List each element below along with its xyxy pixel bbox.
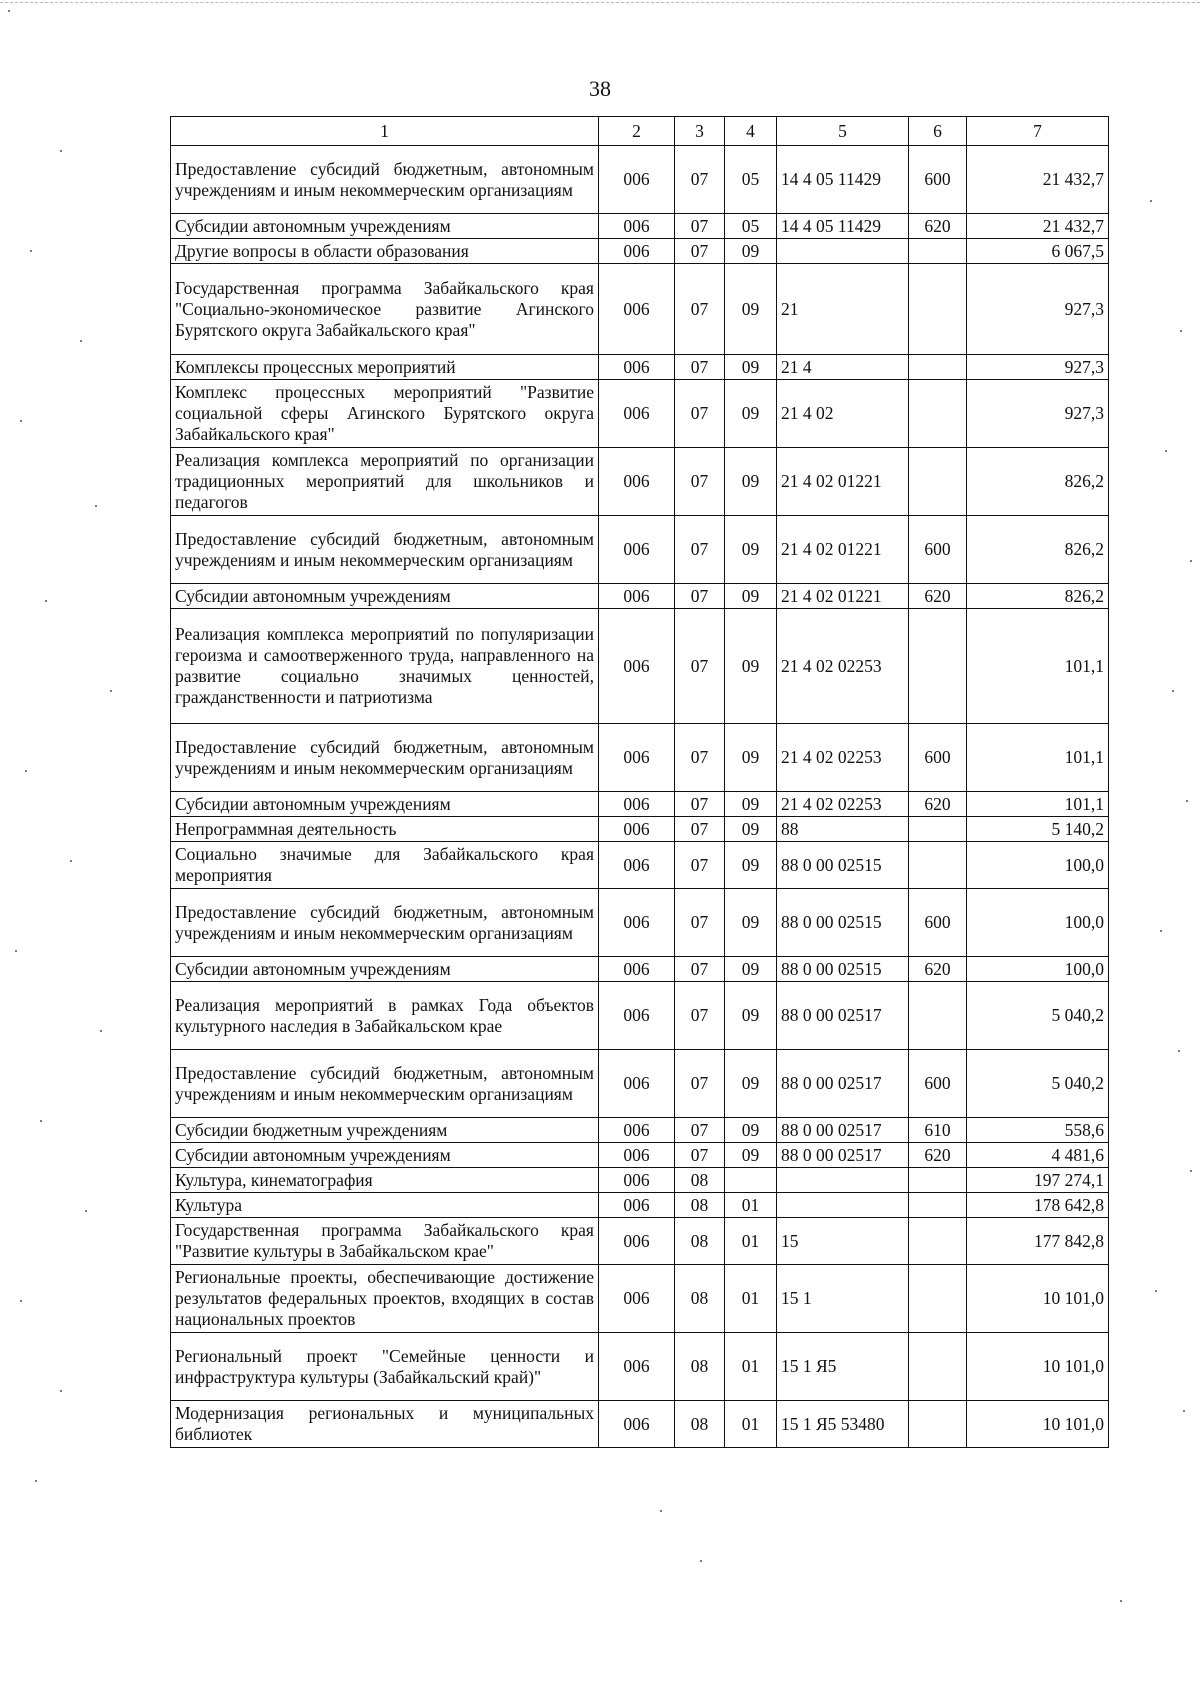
scan-speck [1160, 930, 1162, 932]
column-header: 6 [909, 117, 967, 146]
expense-name-cell: Другие вопросы в области образования [171, 239, 599, 264]
ministry-code-cell: 006 [599, 214, 675, 239]
subsection-code-cell: 05 [725, 146, 777, 214]
target-article-cell: 21 4 02 02253 [777, 724, 909, 792]
scan-speck [1120, 1600, 1122, 1602]
ministry-code-cell: 006 [599, 1401, 675, 1448]
scan-speck [660, 1510, 662, 1512]
table-body [171, 146, 1109, 1448]
section-code-cell: 07 [675, 889, 725, 957]
ministry-code-cell: 006 [599, 448, 675, 516]
section-code-cell: 08 [675, 1401, 725, 1448]
subsection-code-cell: 09 [725, 584, 777, 609]
scan-speck [1172, 690, 1174, 692]
table-row [171, 842, 1109, 889]
ministry-code-cell: 006 [599, 957, 675, 982]
ministry-code-cell: 006 [599, 380, 675, 448]
amount-cell: 4 481,6 [967, 1143, 1109, 1168]
expense-type-cell [909, 1168, 967, 1193]
scan-speck [1150, 200, 1152, 202]
expense-type-cell [909, 1265, 967, 1333]
ministry-code-cell: 006 [599, 817, 675, 842]
table-row [171, 1143, 1109, 1168]
amount-cell: 826,2 [967, 448, 1109, 516]
scan-speck [700, 1560, 702, 1562]
expense-type-cell: 620 [909, 957, 967, 982]
expense-type-cell: 620 [909, 214, 967, 239]
expense-name-cell: Государственная программа Забайкальского края "Развитие культуры в Забайкальском крае" [171, 1218, 599, 1265]
target-article-cell: 88 0 00 02515 [777, 889, 909, 957]
expense-type-cell: 600 [909, 516, 967, 584]
table-row [171, 889, 1109, 957]
subsection-code-cell: 09 [725, 516, 777, 584]
scan-speck [20, 420, 22, 422]
expense-name-cell: Культура, кинематография [171, 1168, 599, 1193]
ministry-code-cell: 006 [599, 516, 675, 584]
budget-table [170, 116, 1109, 1448]
expense-type-cell [909, 982, 967, 1050]
table-row [171, 1218, 1109, 1265]
target-article-cell: 21 4 02 01221 [777, 584, 909, 609]
section-code-cell: 07 [675, 380, 725, 448]
subsection-code-cell: 01 [725, 1193, 777, 1218]
amount-cell: 100,0 [967, 889, 1109, 957]
amount-cell: 100,0 [967, 842, 1109, 889]
column-header: 2 [599, 117, 675, 146]
target-article-cell: 88 0 00 02517 [777, 1118, 909, 1143]
table-row [171, 957, 1109, 982]
expense-type-cell [909, 609, 967, 724]
table-row [171, 146, 1109, 214]
scan-speck [1155, 1290, 1157, 1292]
column-header: 5 [777, 117, 909, 146]
expense-type-cell: 620 [909, 792, 967, 817]
target-article-cell [777, 1193, 909, 1218]
expense-name-cell: Предоставление субсидий бюджетным, автономным учреждениям и иным некоммерческим организациям [171, 516, 599, 584]
target-article-cell: 14 4 05 11429 [777, 214, 909, 239]
scan-speck [1190, 1170, 1192, 1172]
amount-cell: 101,1 [967, 609, 1109, 724]
amount-cell: 927,3 [967, 264, 1109, 355]
amount-cell: 927,3 [967, 380, 1109, 448]
table-row [171, 609, 1109, 724]
amount-cell: 101,1 [967, 724, 1109, 792]
section-code-cell: 07 [675, 609, 725, 724]
ministry-code-cell: 006 [599, 1333, 675, 1401]
subsection-code-cell: 01 [725, 1218, 777, 1265]
table-row [171, 448, 1109, 516]
ministry-code-cell: 006 [599, 584, 675, 609]
expense-type-cell [909, 239, 967, 264]
ministry-code-cell: 006 [599, 1193, 675, 1218]
subsection-code-cell: 09 [725, 889, 777, 957]
scan-speck [1190, 560, 1192, 562]
expense-type-cell [909, 264, 967, 355]
amount-cell: 5 040,2 [967, 1050, 1109, 1118]
scan-speck [15, 950, 17, 952]
target-article-cell: 88 0 00 02515 [777, 957, 909, 982]
section-code-cell: 07 [675, 214, 725, 239]
subsection-code-cell: 09 [725, 355, 777, 380]
ministry-code-cell: 006 [599, 1265, 675, 1333]
table-row [171, 355, 1109, 380]
section-code-cell: 08 [675, 1193, 725, 1218]
amount-cell: 5 040,2 [967, 982, 1109, 1050]
table-row [171, 516, 1109, 584]
subsection-code-cell: 09 [725, 264, 777, 355]
ministry-code-cell: 006 [599, 239, 675, 264]
table-row [171, 1333, 1109, 1401]
expense-type-cell: 620 [909, 1143, 967, 1168]
scan-speck [1180, 330, 1182, 332]
ministry-code-cell: 006 [599, 982, 675, 1050]
ministry-code-cell: 006 [599, 146, 675, 214]
table-header-row [171, 117, 1109, 146]
section-code-cell: 07 [675, 584, 725, 609]
subsection-code-cell: 01 [725, 1401, 777, 1448]
ministry-code-cell: 006 [599, 609, 675, 724]
scan-speck [35, 1480, 37, 1482]
target-article-cell: 21 4 [777, 355, 909, 380]
table-row [171, 1050, 1109, 1118]
amount-cell: 21 432,7 [967, 146, 1109, 214]
scan-speck [45, 600, 47, 602]
expense-type-cell [909, 817, 967, 842]
scan-speck [1183, 1410, 1185, 1412]
ministry-code-cell: 006 [599, 792, 675, 817]
scan-top-edge [0, 2, 1200, 3]
expense-name-cell: Модернизация региональных и муниципальных библиотек [171, 1401, 599, 1448]
target-article-cell: 15 [777, 1218, 909, 1265]
scan-speck [40, 1120, 42, 1122]
amount-cell: 10 101,0 [967, 1265, 1109, 1333]
subsection-code-cell: 09 [725, 380, 777, 448]
scan-speck [95, 505, 97, 507]
scan-speck [1165, 450, 1167, 452]
subsection-code-cell: 09 [725, 239, 777, 264]
section-code-cell: 07 [675, 792, 725, 817]
column-header: 3 [675, 117, 725, 146]
expense-name-cell: Предоставление субсидий бюджетным, автономным учреждениям и иным некоммерческим организациям [171, 146, 599, 214]
target-article-cell: 15 1 [777, 1265, 909, 1333]
target-article-cell: 14 4 05 11429 [777, 146, 909, 214]
subsection-code-cell: 09 [725, 1143, 777, 1168]
section-code-cell: 07 [675, 1118, 725, 1143]
scan-speck [80, 340, 82, 342]
target-article-cell: 21 4 02 02253 [777, 609, 909, 724]
expense-name-cell: Субсидии бюджетным учреждениям [171, 1118, 599, 1143]
expense-name-cell: Социально значимые для Забайкальского края мероприятия [171, 842, 599, 889]
amount-cell: 826,2 [967, 584, 1109, 609]
subsection-code-cell: 09 [725, 1118, 777, 1143]
ministry-code-cell: 006 [599, 1143, 675, 1168]
amount-cell: 10 101,0 [967, 1401, 1109, 1448]
expense-name-cell: Государственная программа Забайкальского края "Социально-экономическое развитие Агинского Бурятского округа Забайкальского края" [171, 264, 599, 355]
expense-type-cell: 600 [909, 146, 967, 214]
subsection-code-cell: 05 [725, 214, 777, 239]
expense-type-cell [909, 355, 967, 380]
scan-speck [85, 1210, 87, 1212]
target-article-cell: 88 0 00 02517 [777, 982, 909, 1050]
expense-name-cell: Реализация комплекса мероприятий по организации традиционных мероприятий для школьников и педагогов [171, 448, 599, 516]
ministry-code-cell: 006 [599, 842, 675, 889]
scan-speck [20, 1300, 22, 1302]
section-code-cell: 07 [675, 239, 725, 264]
amount-cell: 21 432,7 [967, 214, 1109, 239]
section-code-cell: 07 [675, 842, 725, 889]
expense-name-cell: Комплексы процессных мероприятий [171, 355, 599, 380]
table-row [171, 1401, 1109, 1448]
target-article-cell [777, 239, 909, 264]
amount-cell: 826,2 [967, 516, 1109, 584]
expense-type-cell [909, 842, 967, 889]
expense-name-cell: Реализация мероприятий в рамках Года объектов культурного наследия в Забайкальском крае [171, 982, 599, 1050]
subsection-code-cell: 01 [725, 1333, 777, 1401]
scan-speck [25, 770, 27, 772]
subsection-code-cell: 09 [725, 609, 777, 724]
section-code-cell: 07 [675, 264, 725, 355]
amount-cell: 101,1 [967, 792, 1109, 817]
table-row [171, 982, 1109, 1050]
expense-name-cell: Непрограммная деятельность [171, 817, 599, 842]
subsection-code-cell: 09 [725, 817, 777, 842]
expense-name-cell: Комплекс процессных мероприятий "Развитие социальной сферы Агинского Бурятского округа Забайкальского края" [171, 380, 599, 448]
target-article-cell [777, 1168, 909, 1193]
ministry-code-cell: 006 [599, 355, 675, 380]
amount-cell: 178 642,8 [967, 1193, 1109, 1218]
section-code-cell: 07 [675, 146, 725, 214]
subsection-code-cell: 01 [725, 1265, 777, 1333]
expense-name-cell: Субсидии автономным учреждениям [171, 584, 599, 609]
table-row [171, 817, 1109, 842]
target-article-cell: 88 0 00 02517 [777, 1143, 909, 1168]
table-row [171, 214, 1109, 239]
ministry-code-cell: 006 [599, 1218, 675, 1265]
subsection-code-cell: 09 [725, 724, 777, 792]
target-article-cell: 21 4 02 02253 [777, 792, 909, 817]
ministry-code-cell: 006 [599, 724, 675, 792]
amount-cell: 100,0 [967, 957, 1109, 982]
ministry-code-cell: 006 [599, 889, 675, 957]
target-article-cell: 21 4 02 01221 [777, 448, 909, 516]
ministry-code-cell: 006 [599, 1118, 675, 1143]
expense-name-cell: Субсидии автономным учреждениям [171, 214, 599, 239]
section-code-cell: 08 [675, 1168, 725, 1193]
table-row [171, 1193, 1109, 1218]
table-row [171, 1168, 1109, 1193]
expense-type-cell [909, 1333, 967, 1401]
expense-type-cell [909, 1218, 967, 1265]
amount-cell: 10 101,0 [967, 1333, 1109, 1401]
section-code-cell: 07 [675, 355, 725, 380]
section-code-cell: 07 [675, 817, 725, 842]
subsection-code-cell: 09 [725, 842, 777, 889]
subsection-code-cell: 09 [725, 448, 777, 516]
subsection-code-cell: 09 [725, 792, 777, 817]
section-code-cell: 07 [675, 957, 725, 982]
expense-type-cell [909, 380, 967, 448]
table-row [171, 380, 1109, 448]
section-code-cell: 07 [675, 516, 725, 584]
scan-speck [1178, 1050, 1180, 1052]
scan-speck [1186, 800, 1188, 802]
section-code-cell: 08 [675, 1265, 725, 1333]
expense-type-cell: 610 [909, 1118, 967, 1143]
section-code-cell: 08 [675, 1218, 725, 1265]
expense-type-cell [909, 448, 967, 516]
ministry-code-cell: 006 [599, 1168, 675, 1193]
target-article-cell: 21 4 02 01221 [777, 516, 909, 584]
amount-cell: 558,6 [967, 1118, 1109, 1143]
subsection-code-cell: 09 [725, 957, 777, 982]
expense-type-cell: 600 [909, 889, 967, 957]
section-code-cell: 07 [675, 1143, 725, 1168]
scan-speck [30, 250, 32, 252]
target-article-cell: 21 4 02 [777, 380, 909, 448]
target-article-cell: 88 0 00 02517 [777, 1050, 909, 1118]
expense-name-cell: Региональный проект "Семейные ценности и инфраструктура культуры (Забайкальский край)" [171, 1333, 599, 1401]
subsection-code-cell [725, 1168, 777, 1193]
scan-speck [110, 690, 112, 692]
target-article-cell: 88 0 00 02515 [777, 842, 909, 889]
section-code-cell: 07 [675, 724, 725, 792]
table-row [171, 1118, 1109, 1143]
page-number: 38 [589, 76, 611, 101]
target-article-cell: 15 1 Я5 53480 [777, 1401, 909, 1448]
section-code-cell: 07 [675, 982, 725, 1050]
column-header: 7 [967, 117, 1109, 146]
column-header: 1 [171, 117, 599, 146]
expense-name-cell: Субсидии автономным учреждениям [171, 1143, 599, 1168]
target-article-cell: 15 1 Я5 [777, 1333, 909, 1401]
table-row [171, 792, 1109, 817]
expense-type-cell [909, 1401, 967, 1448]
table-row [171, 584, 1109, 609]
subsection-code-cell: 09 [725, 1050, 777, 1118]
expense-name-cell: Предоставление субсидий бюджетным, автономным учреждениям и иным некоммерческим организациям [171, 1050, 599, 1118]
scan-speck [60, 150, 62, 152]
target-article-cell: 21 [777, 264, 909, 355]
expense-name-cell: Реализация комплекса мероприятий по популяризации героизма и самоотверженного труда, направленного на развитие социально значимых ценностей, гражданственности и патриотизма [171, 609, 599, 724]
expense-type-cell [909, 1193, 967, 1218]
expense-name-cell: Культура [171, 1193, 599, 1218]
table-row [171, 264, 1109, 355]
subsection-code-cell: 09 [725, 982, 777, 1050]
expense-name-cell: Субсидии автономным учреждениям [171, 792, 599, 817]
ministry-code-cell: 006 [599, 1050, 675, 1118]
table-row [171, 1265, 1109, 1333]
section-code-cell: 07 [675, 448, 725, 516]
column-header: 4 [725, 117, 777, 146]
target-article-cell: 88 [777, 817, 909, 842]
amount-cell: 927,3 [967, 355, 1109, 380]
ministry-code-cell: 006 [599, 264, 675, 355]
scan-speck [100, 1030, 102, 1032]
section-code-cell: 07 [675, 1050, 725, 1118]
expense-type-cell: 620 [909, 584, 967, 609]
expense-type-cell: 600 [909, 724, 967, 792]
expense-name-cell: Предоставление субсидий бюджетным, автономным учреждениям и иным некоммерческим организациям [171, 889, 599, 957]
expense-name-cell: Субсидии автономным учреждениям [171, 957, 599, 982]
expense-type-cell: 600 [909, 1050, 967, 1118]
scan-speck [8, 10, 10, 12]
scan-speck [60, 1390, 62, 1392]
section-code-cell: 08 [675, 1333, 725, 1401]
table-row [171, 239, 1109, 264]
amount-cell: 197 274,1 [967, 1168, 1109, 1193]
amount-cell: 5 140,2 [967, 817, 1109, 842]
amount-cell: 177 842,8 [967, 1218, 1109, 1265]
expense-name-cell: Предоставление субсидий бюджетным, автономным учреждениям и иным некоммерческим организациям [171, 724, 599, 792]
amount-cell: 6 067,5 [967, 239, 1109, 264]
scan-speck [70, 860, 72, 862]
table-row [171, 724, 1109, 792]
expense-name-cell: Региональные проекты, обеспечивающие достижение результатов федеральных проектов, входящих в состав национальных проектов [171, 1265, 599, 1333]
